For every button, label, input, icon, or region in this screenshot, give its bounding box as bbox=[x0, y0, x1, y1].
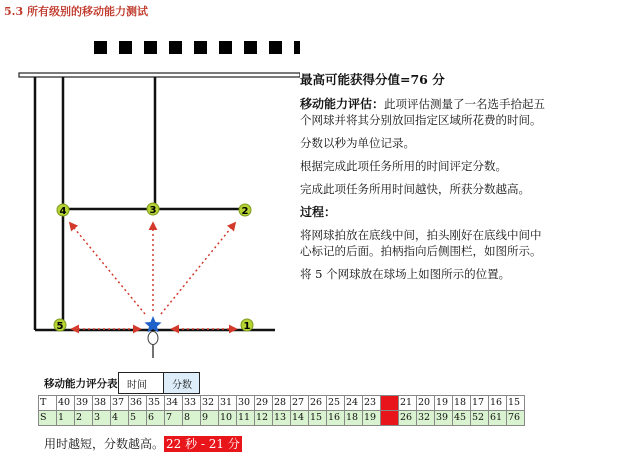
assessment-text: 此项评估测量了一名选手拾起五个网球并将其分别放回指定区域所花费的时间。 bbox=[300, 97, 546, 127]
ball-label: 1 bbox=[243, 321, 251, 332]
ball-label: 2 bbox=[241, 206, 249, 217]
legend-time: 时间 bbox=[118, 372, 164, 394]
score-row-label: S bbox=[39, 411, 57, 426]
time-cell: 18 bbox=[453, 396, 471, 411]
movement-arrows bbox=[70, 223, 236, 329]
time-cell: 19 bbox=[435, 396, 453, 411]
time-row bbox=[39, 396, 525, 411]
time-cell: 22 bbox=[381, 396, 399, 411]
score-cell: 7 bbox=[165, 411, 183, 426]
process-paragraph-2: 将 5 个网球放在球场上如图所示的位置。 bbox=[300, 267, 511, 281]
time-cell: 37 bbox=[111, 396, 129, 411]
score-cell: 52 bbox=[471, 411, 489, 426]
time-cell: 33 bbox=[183, 396, 201, 411]
score-cell: 61 bbox=[489, 411, 507, 426]
bottom-note-example: 22 秒 - 21 分 bbox=[166, 437, 240, 451]
time-cell: 35 bbox=[147, 396, 165, 411]
section-title: 5.3 所有级别的移动能力测试 bbox=[4, 5, 148, 18]
time-cell: 40 bbox=[57, 396, 75, 411]
legend-score: 分数 bbox=[164, 372, 200, 394]
time-cell: 29 bbox=[255, 396, 273, 411]
time-cell: 34 bbox=[165, 396, 183, 411]
score-table bbox=[38, 395, 525, 426]
score-cell: 13 bbox=[273, 411, 291, 426]
ball-3 bbox=[147, 203, 159, 216]
score-cell: 21 bbox=[381, 411, 399, 426]
time-cell: 21 bbox=[399, 396, 417, 411]
process-heading: 过程： bbox=[300, 205, 337, 219]
time-cell: 23 bbox=[363, 396, 381, 411]
time-paragraph: 根据完成此项任务所用的时间评定分数。 bbox=[300, 159, 507, 173]
score-table-header bbox=[44, 371, 200, 395]
score-cell: 4 bbox=[111, 411, 129, 426]
court-diagram bbox=[0, 0, 300, 370]
score-cell: 32 bbox=[417, 411, 435, 426]
score-cell: 18 bbox=[345, 411, 363, 426]
max-score: 最高可能获得分值=76 分 bbox=[300, 72, 445, 87]
time-cell: 17 bbox=[471, 396, 489, 411]
score-cell: 1 bbox=[57, 411, 75, 426]
time-cell: 36 bbox=[129, 396, 147, 411]
time-cell: 16 bbox=[489, 396, 507, 411]
time-cell: 25 bbox=[327, 396, 345, 411]
score-table-title: 移动能力评分表 bbox=[44, 377, 118, 390]
score-cell: 8 bbox=[183, 411, 201, 426]
net-blocks bbox=[94, 41, 300, 54]
score-cell: 45 bbox=[453, 411, 471, 426]
score-cell: 19 bbox=[363, 411, 381, 426]
ball-label: 4 bbox=[59, 206, 67, 217]
time-cell: 24 bbox=[345, 396, 363, 411]
score-cell: 26 bbox=[399, 411, 417, 426]
score-cell: 11 bbox=[237, 411, 255, 426]
score-cell: 3 bbox=[93, 411, 111, 426]
score-cell: 5 bbox=[129, 411, 147, 426]
time-cell: 30 bbox=[237, 396, 255, 411]
faster-paragraph: 完成此项任务所用时间越快，所获分数越高。 bbox=[300, 182, 530, 196]
time-cell: 27 bbox=[291, 396, 309, 411]
bottom-note bbox=[44, 435, 242, 452]
score-row bbox=[39, 411, 525, 426]
time-row-label: T bbox=[39, 396, 57, 411]
process-paragraph-1: 将网球拍放在底线中间，拍头刚好在底线中间中心标记的后面。拍柄指向后侧围栏，如图所示。 bbox=[300, 228, 542, 258]
assessment-label: 移动能力评估： bbox=[300, 97, 385, 111]
assessment-paragraph bbox=[300, 96, 550, 128]
ball-4 bbox=[57, 204, 69, 217]
score-cell: 6 bbox=[147, 411, 165, 426]
score-cell: 12 bbox=[255, 411, 273, 426]
ball-label: 3 bbox=[149, 205, 157, 216]
time-cell: 15 bbox=[507, 396, 525, 411]
time-cell: 31 bbox=[219, 396, 237, 411]
bottom-note-text: 用时越短，分数越高。 bbox=[44, 437, 165, 451]
ball-2 bbox=[239, 204, 251, 217]
racket-icon bbox=[148, 332, 158, 359]
time-cell: 38 bbox=[93, 396, 111, 411]
time-cell: 26 bbox=[309, 396, 327, 411]
net-line bbox=[19, 73, 300, 77]
time-cell: 28 bbox=[273, 396, 291, 411]
score-cell: 9 bbox=[201, 411, 219, 426]
instructions-panel bbox=[300, 72, 550, 289]
score-cell: 15 bbox=[309, 411, 327, 426]
time-cell: 20 bbox=[417, 396, 435, 411]
time-cell: 39 bbox=[75, 396, 93, 411]
score-cell: 10 bbox=[219, 411, 237, 426]
score-cell: 2 bbox=[75, 411, 93, 426]
seconds-paragraph: 分数以秒为单位记录。 bbox=[300, 136, 415, 150]
score-cell: 39 bbox=[435, 411, 453, 426]
score-cell: 14 bbox=[291, 411, 309, 426]
score-cell: 76 bbox=[507, 411, 525, 426]
time-cell: 32 bbox=[201, 396, 219, 411]
score-cell: 16 bbox=[327, 411, 345, 426]
ball-label: 5 bbox=[56, 321, 64, 332]
